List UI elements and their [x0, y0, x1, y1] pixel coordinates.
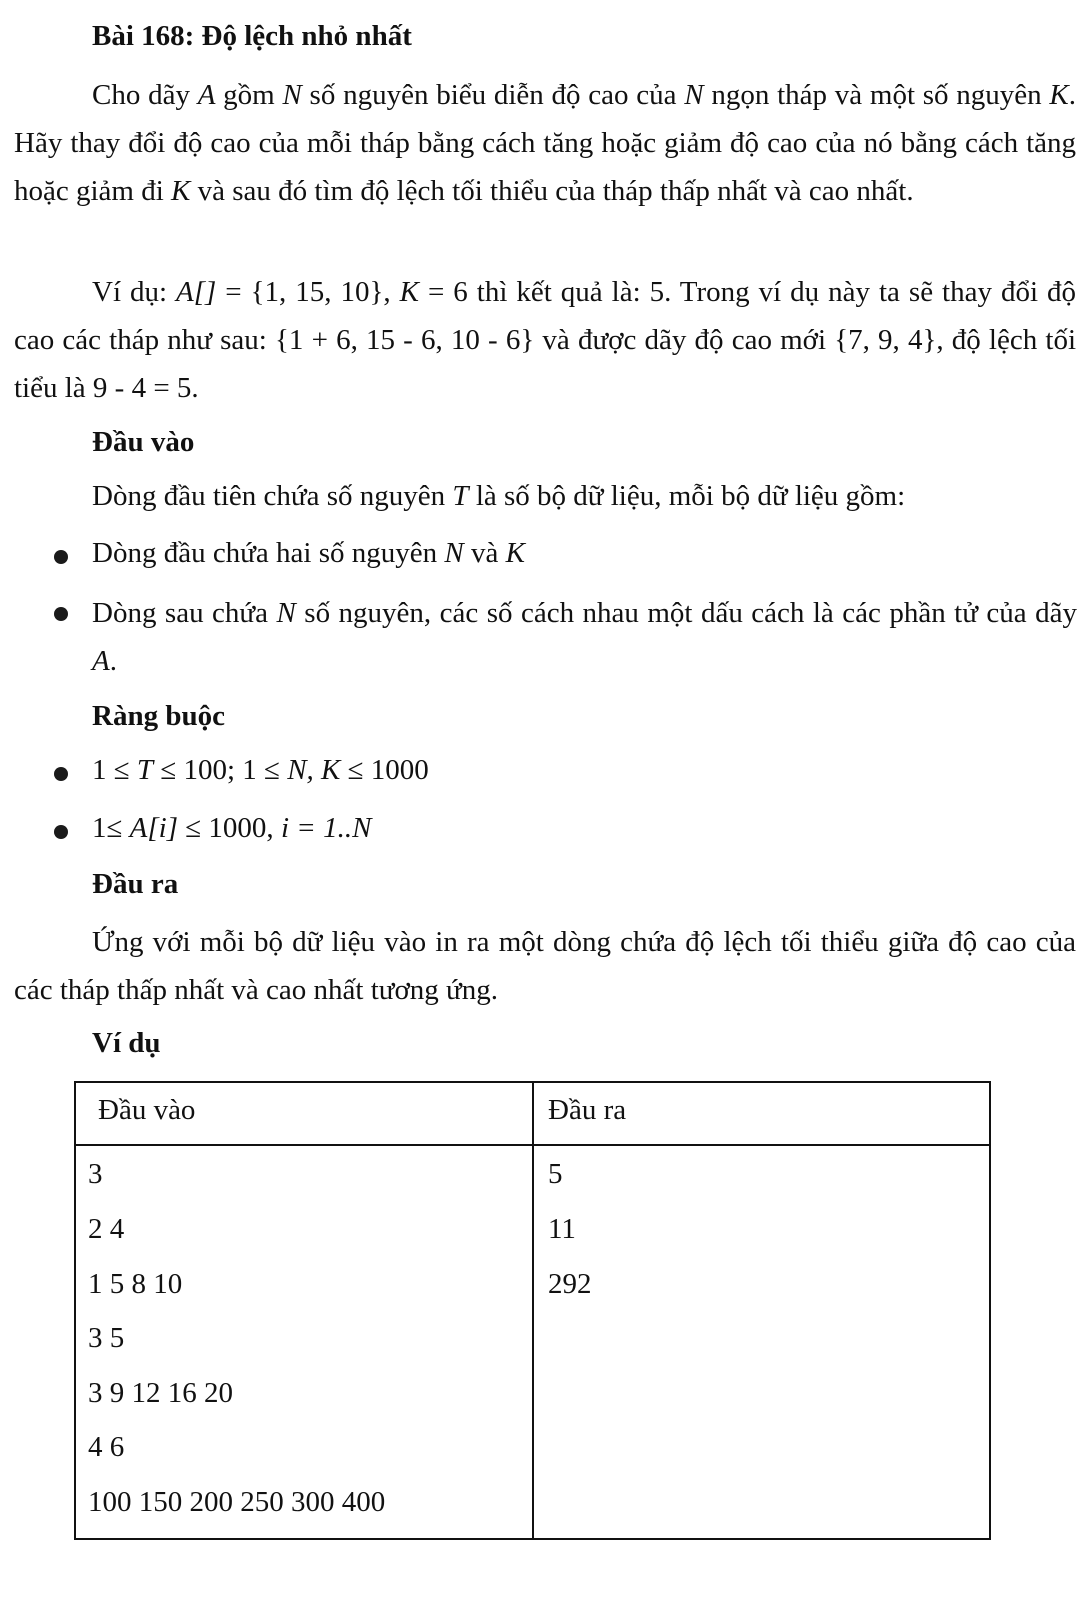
example-explanation [14, 268, 1076, 412]
text-segment: = 6 thì kết quả là: 5. Trong ví dụ này ta sẽ thay đổi độ cao các tháp như sau: {1 + 6, 15 - 6, 10 - 6} và được dãy độ cao mới {7, 9, 4}, độ lệch tối tiểu là 9 - 4 = 5. [14, 276, 1076, 404]
math-variable: K [1049, 79, 1069, 111]
output-line: 11 [548, 1213, 576, 1245]
math-variable: N [276, 597, 296, 629]
text-segment: . [109, 645, 117, 677]
output-line: 5 [548, 1158, 563, 1190]
example-heading: Ví dụ [92, 1027, 161, 1059]
math-variable: A[i] [129, 812, 179, 844]
text-segment: và [463, 537, 506, 569]
text-segment: Ví dụ: [92, 276, 177, 308]
input-line: 3 5 [88, 1322, 125, 1354]
math-variable: T [452, 480, 469, 512]
input-heading: Đầu vào [92, 426, 195, 458]
input-description [92, 480, 905, 513]
output-heading: Đầu ra [92, 868, 179, 900]
input-bullet-2 [92, 589, 1077, 685]
header-divider [76, 1144, 989, 1146]
text-segment: gồm [215, 79, 283, 111]
text-segment: ≤ 1000, [178, 812, 281, 844]
text-segment: là số bộ dữ liệu, mỗi bộ dữ liệu gồm: [468, 480, 906, 512]
text-segment: ≤ 1000 [340, 754, 429, 786]
math-variable: K [171, 175, 191, 207]
text-segment: 1 ≤ [92, 754, 137, 786]
math-variable: A [197, 79, 216, 111]
text-segment: Dòng sau chứa [92, 597, 277, 629]
column-divider [532, 1083, 534, 1538]
bullet-dot [54, 550, 68, 564]
math-variable: K [505, 537, 525, 569]
text-segment: 1≤ [92, 812, 130, 844]
example-table [74, 1081, 991, 1540]
input-line: 100 150 200 250 300 400 [88, 1486, 386, 1518]
text-segment: số nguyên, các số cách nhau một dấu cách là các phần tử của dãy [295, 597, 1078, 629]
text-segment: số nguyên biểu diễn độ cao của [301, 79, 685, 111]
bullet-dot [54, 825, 68, 839]
problem-description [14, 71, 1076, 215]
text-segment: ngọn tháp và một số nguyên [703, 79, 1050, 111]
table-header-input: Đầu vào [98, 1094, 196, 1126]
math-variable: K [399, 276, 419, 308]
text-segment: Dòng đầu tiên chứa số nguyên [92, 480, 453, 512]
text-segment: = {1, 15, 10}, [216, 276, 400, 308]
input-bullet-1 [92, 537, 525, 570]
math-variable: T [136, 754, 154, 786]
input-line: 3 [88, 1158, 103, 1190]
text-segment: ≤ 100; 1 ≤ [153, 754, 288, 786]
math-variable: A [92, 645, 110, 677]
problem-title: Bài 168: Độ lệch nhỏ nhất [92, 20, 412, 52]
input-line: 2 4 [88, 1213, 125, 1245]
output-description: Ứng với mỗi bộ dữ liệu vào in ra một dòng chứa độ lệch tối thiểu giữa độ cao của các tháp thấp nhất và cao nhất tương ứng. [14, 926, 1076, 1006]
math-variable: i = 1..N [280, 812, 372, 844]
input-line: 4 6 [88, 1431, 125, 1463]
math-variable: N [684, 79, 704, 111]
text-segment: Cho dãy [92, 79, 198, 111]
math-variable: N, K [287, 754, 341, 786]
bullet-dot [54, 767, 68, 781]
text-segment: . Hãy thay đổi độ cao của mỗi tháp bằng cách tăng hoặc giảm độ cao của nó bằng cách tăng hoặc giảm đi [14, 79, 1076, 207]
constraint-2 [92, 812, 371, 845]
text-segment: và sau đó tìm độ lệch tối thiểu của tháp thấp nhất và cao nhất. [190, 175, 914, 207]
math-variable: N [282, 79, 302, 111]
input-line: 1 5 8 10 [88, 1268, 183, 1300]
math-variable: N [444, 537, 464, 569]
table-header-output: Đầu ra [548, 1094, 627, 1126]
bullet-dot [54, 607, 68, 621]
output-line: 292 [548, 1268, 592, 1300]
text-segment: Dòng đầu chứa hai số nguyên [92, 537, 445, 569]
constraint-1 [92, 754, 429, 787]
math-variable: A[] [176, 276, 217, 308]
constraints-heading: Ràng buộc [92, 700, 225, 732]
input-line: 3 9 12 16 20 [88, 1377, 233, 1409]
